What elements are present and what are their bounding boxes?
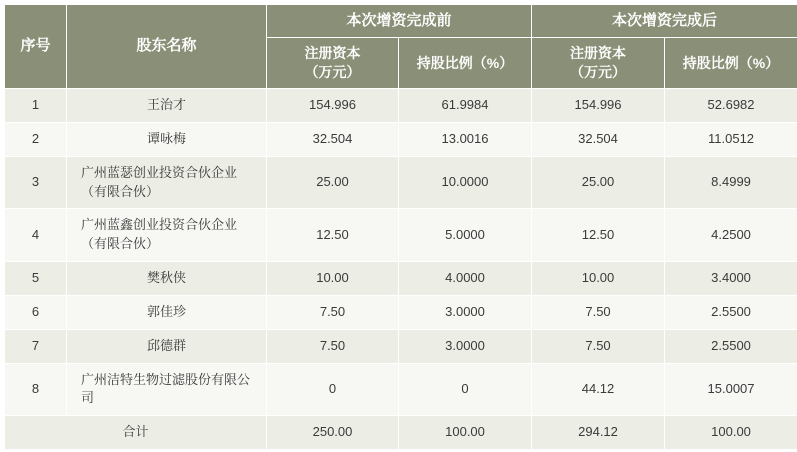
cell-shareholder-name: 邱德群 bbox=[67, 329, 267, 363]
cell-total-ratio-before: 100.00 bbox=[399, 416, 532, 450]
cell-seq: 5 bbox=[5, 262, 67, 296]
table-row bbox=[5, 363, 797, 416]
cell-seq: 8 bbox=[5, 363, 67, 416]
cell-seq: 3 bbox=[5, 156, 67, 209]
table-header bbox=[5, 5, 797, 89]
cell-ratio-after: 52.6982 bbox=[665, 89, 797, 123]
cell-ratio-before: 3.0000 bbox=[399, 295, 532, 329]
table-row bbox=[5, 329, 797, 363]
cell-ratio-before: 13.0016 bbox=[399, 122, 532, 156]
cell-capital-before: 10.00 bbox=[267, 262, 399, 296]
cell-capital-before: 32.504 bbox=[267, 122, 399, 156]
cell-ratio-before: 4.0000 bbox=[399, 262, 532, 296]
table-row bbox=[5, 209, 797, 262]
cell-seq: 4 bbox=[5, 209, 67, 262]
cell-capital-before: 0 bbox=[267, 363, 399, 416]
cell-shareholder-name: 广州蓝鑫创业投资合伙企业（有限合伙） bbox=[67, 209, 267, 262]
cell-capital-before: 25.00 bbox=[267, 156, 399, 209]
cell-total-capital-before: 250.00 bbox=[267, 416, 399, 450]
cell-capital-before: 154.996 bbox=[267, 89, 399, 123]
column-group-after-increase: 本次增资完成后 bbox=[532, 5, 797, 38]
cell-ratio-after: 2.5500 bbox=[665, 329, 797, 363]
cell-total-capital-after: 294.12 bbox=[532, 416, 665, 450]
cell-capital-after: 12.50 bbox=[532, 209, 665, 262]
column-header-shareholding-ratio-before: 持股比例（%） bbox=[399, 38, 532, 89]
table-row bbox=[5, 156, 797, 209]
capital-label-line1-after: 注册资本 bbox=[570, 45, 626, 61]
cell-capital-before: 12.50 bbox=[267, 209, 399, 262]
cell-ratio-after: 8.4999 bbox=[665, 156, 797, 209]
column-header-shareholding-ratio-after: 持股比例（%） bbox=[665, 38, 797, 89]
cell-shareholder-name: 王治才 bbox=[67, 89, 267, 123]
cell-capital-before: 7.50 bbox=[267, 295, 399, 329]
cell-capital-after: 7.50 bbox=[532, 329, 665, 363]
cell-ratio-after: 3.4000 bbox=[665, 262, 797, 296]
table-row bbox=[5, 295, 797, 329]
cell-ratio-before: 61.9984 bbox=[399, 89, 532, 123]
table-row bbox=[5, 89, 797, 123]
capital-label-line1: 注册资本 bbox=[305, 45, 361, 61]
table-header-row-groups bbox=[5, 5, 797, 38]
cell-shareholder-name: 广州洁特生物过滤股份有限公司 bbox=[67, 363, 267, 416]
cell-seq: 1 bbox=[5, 89, 67, 123]
cell-shareholder-name: 广州蓝瑟创业投资合伙企业（有限合伙） bbox=[67, 156, 267, 209]
cell-capital-after: 25.00 bbox=[532, 156, 665, 209]
table-row bbox=[5, 122, 797, 156]
column-header-registered-capital-after bbox=[532, 38, 665, 89]
cell-capital-after: 7.50 bbox=[532, 295, 665, 329]
cell-shareholder-name: 樊秋侠 bbox=[67, 262, 267, 296]
column-group-before-increase: 本次增资完成前 bbox=[267, 5, 532, 38]
cell-ratio-before: 5.0000 bbox=[399, 209, 532, 262]
table-body bbox=[5, 89, 797, 450]
cell-ratio-before: 0 bbox=[399, 363, 532, 416]
cell-ratio-after: 4.2500 bbox=[665, 209, 797, 262]
cell-ratio-before: 10.0000 bbox=[399, 156, 532, 209]
cell-ratio-after: 2.5500 bbox=[665, 295, 797, 329]
cell-capital-after: 154.996 bbox=[532, 89, 665, 123]
capital-label-line2: （万元） bbox=[305, 64, 361, 80]
cell-ratio-after: 11.0512 bbox=[665, 122, 797, 156]
table-total-row bbox=[5, 416, 797, 450]
column-header-shareholder-name: 股东名称 bbox=[67, 5, 267, 89]
cell-capital-after: 44.12 bbox=[532, 363, 665, 416]
cell-total-label: 合计 bbox=[5, 416, 267, 450]
column-header-registered-capital-before bbox=[267, 38, 399, 89]
cell-shareholder-name: 郭佳珍 bbox=[67, 295, 267, 329]
cell-capital-before: 7.50 bbox=[267, 329, 399, 363]
cell-seq: 7 bbox=[5, 329, 67, 363]
cell-seq: 6 bbox=[5, 295, 67, 329]
column-header-seq: 序号 bbox=[5, 5, 67, 89]
table-row bbox=[5, 262, 797, 296]
cell-ratio-after: 15.0007 bbox=[665, 363, 797, 416]
capital-label-line2-after: （万元） bbox=[570, 64, 626, 80]
cell-capital-after: 32.504 bbox=[532, 122, 665, 156]
cell-capital-after: 10.00 bbox=[532, 262, 665, 296]
capital-structure-table bbox=[4, 4, 797, 450]
cell-ratio-before: 3.0000 bbox=[399, 329, 532, 363]
cell-total-ratio-after: 100.00 bbox=[665, 416, 797, 450]
cell-shareholder-name: 谭咏梅 bbox=[67, 122, 267, 156]
cell-seq: 2 bbox=[5, 122, 67, 156]
